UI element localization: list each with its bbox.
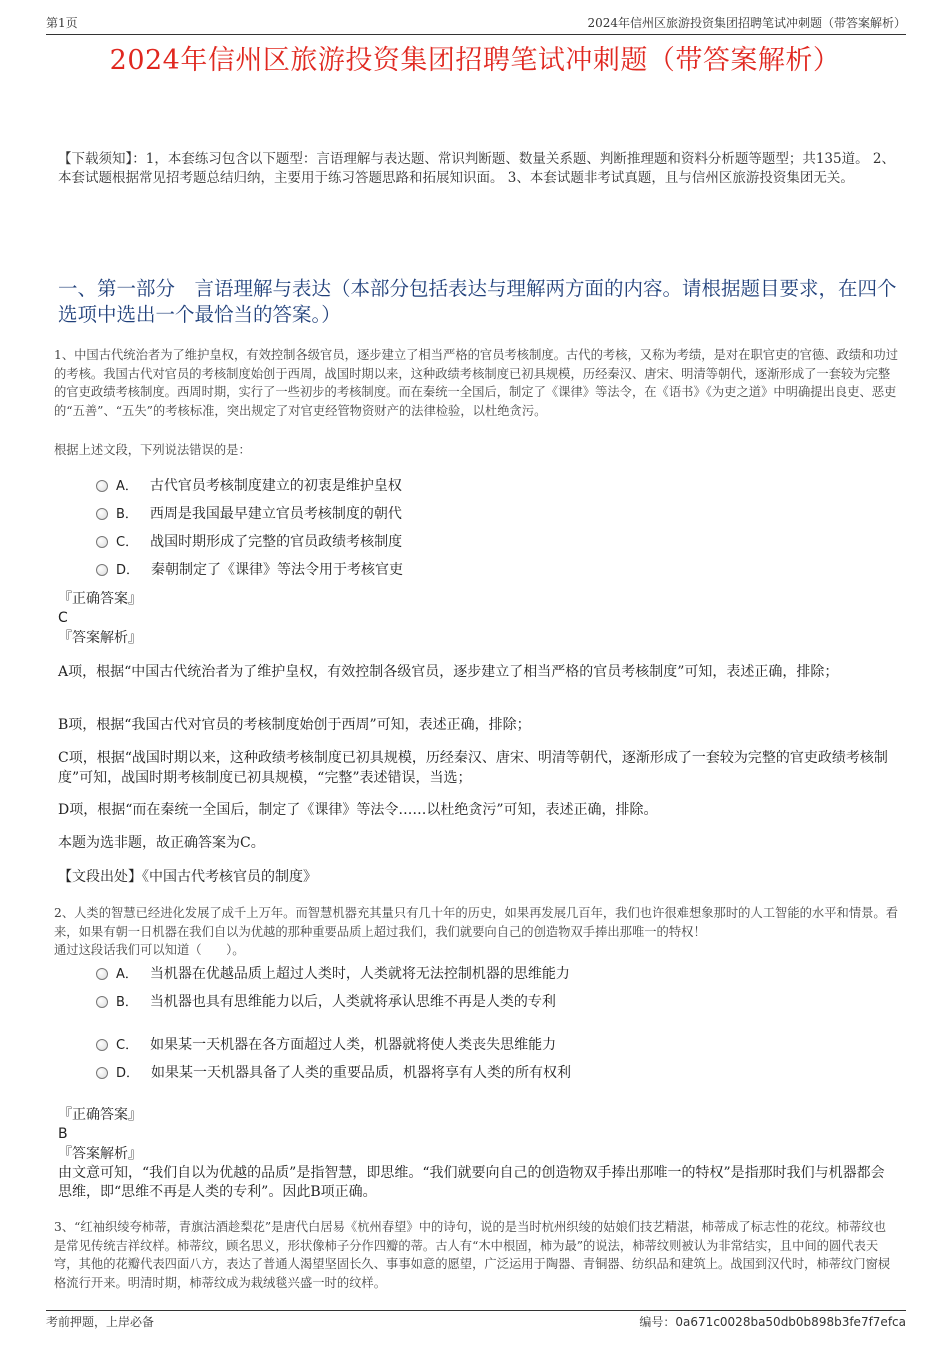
q2-analysis-label: 『答案解析』 <box>58 1146 142 1162</box>
q1-option-a[interactable]: A． 古代官员考核制度建立的初衷是维护皇权 <box>96 476 402 497</box>
question-1-text: 1、中国古代统治者为了维护皇权，有效控制各级官员，逐步建立了相当严格的官员考核制度。古代的考核，又称为考绩，是对在职官吏的官德、政绩和功过的考核。我国古代对官员的考核制度始创于西周，战国时期以来，这种政绩考核制度已初具规模，历经秦汉、唐宋、明清等朝代，逐渐形成了一套较为完整的官吏政绩考核制度。西周时期，实行了一些初步的考核制度。而在秦统一全国后，制定了《课律》等法令，在《语书》《为吏之道》中明确提出良吏、恶吏的“五善”、“五失”的考核标准，突出规定了对官吏经管物资财产的法律检验，以杜绝贪污。 <box>54 348 899 418</box>
radio-icon[interactable] <box>96 1067 108 1079</box>
q2-option-c[interactable]: C． 如果某一天机器在各方面超过人类，机器就将使人类丧失思维能力 <box>96 1035 556 1056</box>
q1-option-b[interactable]: B． 西周是我国最早建立官员考核制度的朝代 <box>96 504 402 525</box>
page-footer <box>46 1310 906 1331</box>
radio-icon[interactable] <box>96 996 108 1008</box>
q2-option-b[interactable]: B． 当机器也具有思维能力以后，人类就将承认思维不再是人类的专利 <box>96 992 556 1013</box>
question-2-prompt: 通过这段话我们可以知道（ ）。 <box>54 943 245 957</box>
header-doc-title: 2024年信州区旅游投资集团招聘笔试冲刺题（带答案解析） <box>587 16 906 30</box>
q1-analysis-label: 『答案解析』 <box>58 630 142 646</box>
radio-icon[interactable] <box>96 536 108 548</box>
q1-answer: C <box>58 610 68 626</box>
radio-icon[interactable] <box>96 564 108 576</box>
q1-conclusion: 本题为选非题，故正确答案为C。 <box>58 835 265 851</box>
q1-source: 【文段出处】《中国古代考核官员的制度》 <box>58 869 317 885</box>
footer-slogan: 考前押题，上岸必备 <box>46 1315 155 1329</box>
q1-option-d[interactable]: D． 秦朝制定了《课律》等法令用于考核官吏 <box>96 560 403 581</box>
page-header <box>46 14 906 35</box>
q1-option-c[interactable]: C． 战国时期形成了完整的官员政绩考核制度 <box>96 532 402 553</box>
radio-icon[interactable] <box>96 508 108 520</box>
q1-analysis-d: D项，根据“而在秦统一全国后，制定了《课律》等法令……以杜绝贪污”可知，表述正确，排除。 <box>58 802 658 818</box>
q1-analysis-a: A项，根据“中国古代统治者为了维护皇权，有效控制各级官员，逐步建立了相当严格的官员考核制度”可知，表述正确，排除； <box>58 664 839 680</box>
q1-analysis-c: C项，根据“战国时期以来，这种政绩考核制度已初具规模，历经秦汉、唐宋、明清等朝代，逐渐形成了一套较为完整的官吏政绩考核制度”可知，战国时期考核制度已初具规模，“完整”表述错误，当选； <box>58 750 888 786</box>
page-number: 第1页 <box>46 16 78 30</box>
radio-icon[interactable] <box>96 1039 108 1051</box>
q2-option-a[interactable]: A． 当机器在优越品质上超过人类时，人类就将无法控制机器的思维能力 <box>96 964 570 985</box>
section-heading: 一、第一部分 言语理解与表达（本部分包括表达与理解两方面的内容。请根据题目要求，在四个选项中选出一个最恰当的答案。） <box>58 277 897 326</box>
q1-analysis-b: B项，根据“我国古代对官员的考核制度始创于西周”可知，表述正确，排除； <box>58 717 531 733</box>
question-1-prompt: 根据上述文段，下列说法错误的是： <box>54 443 251 457</box>
q2-option-d[interactable]: D． 如果某一天机器具备了人类的重要品质，机器将享有人类的所有权利 <box>96 1063 571 1084</box>
question-3-text: 3、“红袖织绫夸柿蒂，青旗沽酒趁梨花”是唐代白居易《杭州春望》中的诗句，说的是当时杭州织绫的姑娘们技艺精湛，柿蒂成了标志性的花纹。柿蒂纹也是常见传统吉祥纹样。柿蒂纹，顾名思义，形状像柿子分作四瓣的蒂。古人有“木中根固，柿为最”的说法，柿蒂纹则被认为非常结实，且中间的圆代表天穹，其他的花瓣代表四面八方，表达了普通人渴望坚固长久、事事如意的愿望，广泛运用于陶器、青铜器、纺织品和建筑上。战国到汉代时，柿蒂纹门窗棂格流行开来。明清时期，柿蒂纹成为栽绒毯兴盛一时的纹样。 <box>54 1220 891 1290</box>
download-notice: 【下载须知】：1，本套练习包含以下题型：言语理解与表达题、常识判断题、数量关系题、判断推理题和资料分析题等题型；共135道。 2、本套试题根据常见招考题总结归纳，主要用于练习答题思路和拓展知识面。 3、本套试题非考试真题，且与信州区旅游投资集团无关。 <box>58 151 895 186</box>
q1-answer-label: 『正确答案』 <box>58 591 142 607</box>
footer-code: 编号：0a671c0028ba50db0b898b3fe7f7efca <box>639 1315 906 1329</box>
q2-analysis: 由文意可知，“我们自以为优越的品质”是指智慧，即思维。“我们就要向自己的创造物双手捧出那唯一的特权”是指那时我们与机器都会思维，即“思维不再是人类的专利”。因此B项正确。 <box>58 1165 885 1200</box>
q2-answer: B <box>58 1126 68 1142</box>
radio-icon[interactable] <box>96 480 108 492</box>
page-title: 2024年信州区旅游投资集团招聘笔试冲刺题（带答案解析） <box>109 45 841 76</box>
radio-icon[interactable] <box>96 968 108 980</box>
question-2-text: 2、人类的智慧已经进化发展了成千上万年。而智慧机器充其量只有几十年的历史，如果再发展几百年，我们也许很难想象那时的人工智能的水平和情景。看来，如果有朝一日机器在我们自以为优越的那种重要品质上超过我们，我们就要向自己的创造物双手捧出那唯一的特权！ 通过这段话我们可以知道（ ）。 <box>54 906 899 957</box>
q2-answer-label: 『正确答案』 <box>58 1107 142 1123</box>
